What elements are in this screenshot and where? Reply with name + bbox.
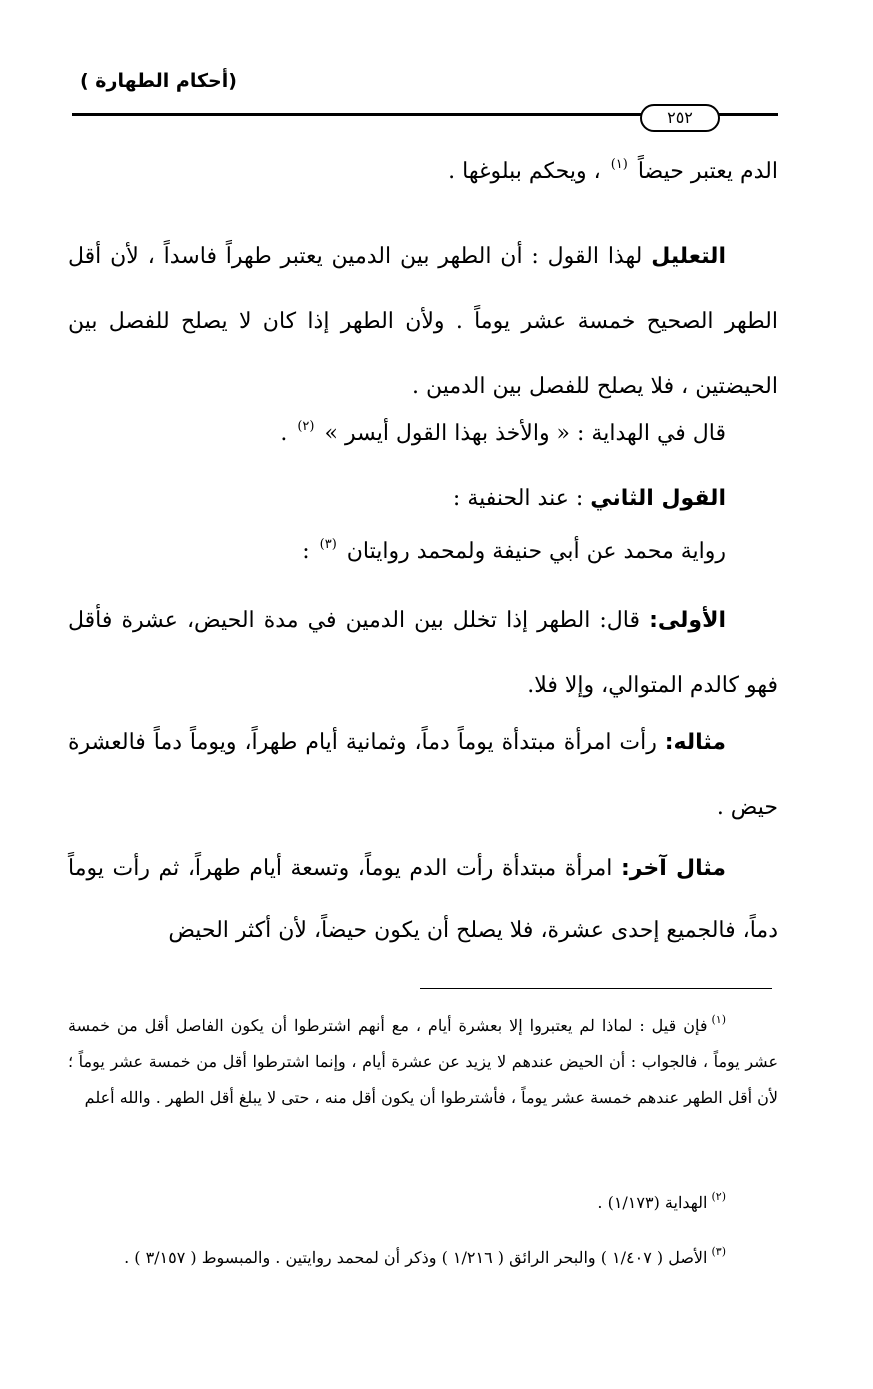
footnote-separator <box>420 988 772 989</box>
paragraph-8-text: امرأة مبتدأة رأت الدم يوماً، وتسعة أيام طهراً، ثم رأت يوماً دماً، فالجميع إحدى عشرة، فلا يصلح أن يكون حيضاً، لأن أكثر الحيض <box>68 856 778 943</box>
paragraph-4-lead: القول الثاني <box>590 486 726 511</box>
paragraph-4 <box>68 484 778 514</box>
paragraph-1-text-b: ، ويحكم ببلوغها . <box>448 159 601 184</box>
footnote-3 <box>68 1232 778 1278</box>
paragraph-3-end: . <box>280 421 288 446</box>
footnote-ref-2: (٢) <box>297 419 315 434</box>
page-number: ٢٥٢ <box>640 104 720 132</box>
paragraph-8-lead: مثال آخر: <box>620 856 726 881</box>
footnote-2-text: الهداية (١/١٧٣) . <box>597 1193 708 1212</box>
footnote-3-number: (٣) <box>711 1245 726 1258</box>
paragraph-2 <box>68 224 778 419</box>
paragraph-7-text: رأت امرأة مبتدأة يوماً دماً، وثمانية أيام طهراً، ويوماً دماً فالعشرة حيض . <box>68 730 778 820</box>
paragraph-1 <box>68 150 778 187</box>
footnote-3-text: الأصل ( ١/٤٠٧ ) والبحر الرائق ( ١/٢١٦ ) وذكر أن لمحمد روايتين . والمبسوط ( ٣/١٥٧ ) . <box>124 1248 708 1267</box>
paragraph-7 <box>68 710 778 840</box>
paragraph-5-end: : <box>302 539 310 564</box>
footnote-ref-1: (١) <box>610 157 628 172</box>
paragraph-6-text: قال: الطهر إذا تخلل بين الدمين في مدة الحيض، عشرة فأقل فهو كالدم المتوالي، وإلا فلا. <box>68 608 778 698</box>
paragraph-5 <box>68 530 778 567</box>
paragraph-4-text: : عند الحنفية : <box>452 486 591 511</box>
paragraph-7-lead: مثاله: <box>664 730 726 755</box>
paragraph-2-lead: التعليل <box>651 244 726 269</box>
footnote-1-number: (١) <box>711 1013 726 1026</box>
paragraph-2-text: لهذا القول : أن الطهر بين الدمين يعتبر طهراً فاسداً ، لأن أقل الطهر الصحيح خمسة عشر يوماً . ولأن الطهر إذا كان لا يصلح للفصل بين الحيضتين ، فلا يصلح للفصل بين الدمين . <box>68 244 778 399</box>
paragraph-3-text: قال في الهداية : « والأخذ بهذا القول أيسر » <box>324 421 726 446</box>
footnote-1-text: فإن قيل : لماذا لم يعتبروا إلا بعشرة أيام ، مع أنهم اشترطوا أن يكون الفاصل أقل من خمسة عشر يوماً ، فالجواب : أن الحيض عندهم لا يزيد عن عشرة أيام ، وإنما اشترطوا أقل من خمسة عشر يوماً ؛ لأن أقل الطهر عندهم خمسة عشر يوماً ، فأشترطوا أن يكون أقل منه ، حتى لا يبلغ أقل الطهر . والله أعلم <box>68 1016 778 1107</box>
footnote-1 <box>68 1002 778 1116</box>
paragraph-8 <box>68 838 778 962</box>
footnote-2 <box>68 1180 778 1219</box>
paragraph-5-text: رواية محمد عن أبي حنيفة ولمحمد روايتان <box>346 539 726 564</box>
paragraph-1-text-a: الدم يعتبر حيضاً <box>637 159 778 184</box>
footnote-2-number: (٢) <box>711 1190 726 1203</box>
running-title: (أحكام الطهارة ) <box>80 70 237 92</box>
footnote-ref-3: (٣) <box>319 537 337 552</box>
paragraph-6 <box>68 588 778 718</box>
paragraph-3 <box>68 412 778 449</box>
paragraph-6-lead: الأولى: <box>649 608 726 633</box>
